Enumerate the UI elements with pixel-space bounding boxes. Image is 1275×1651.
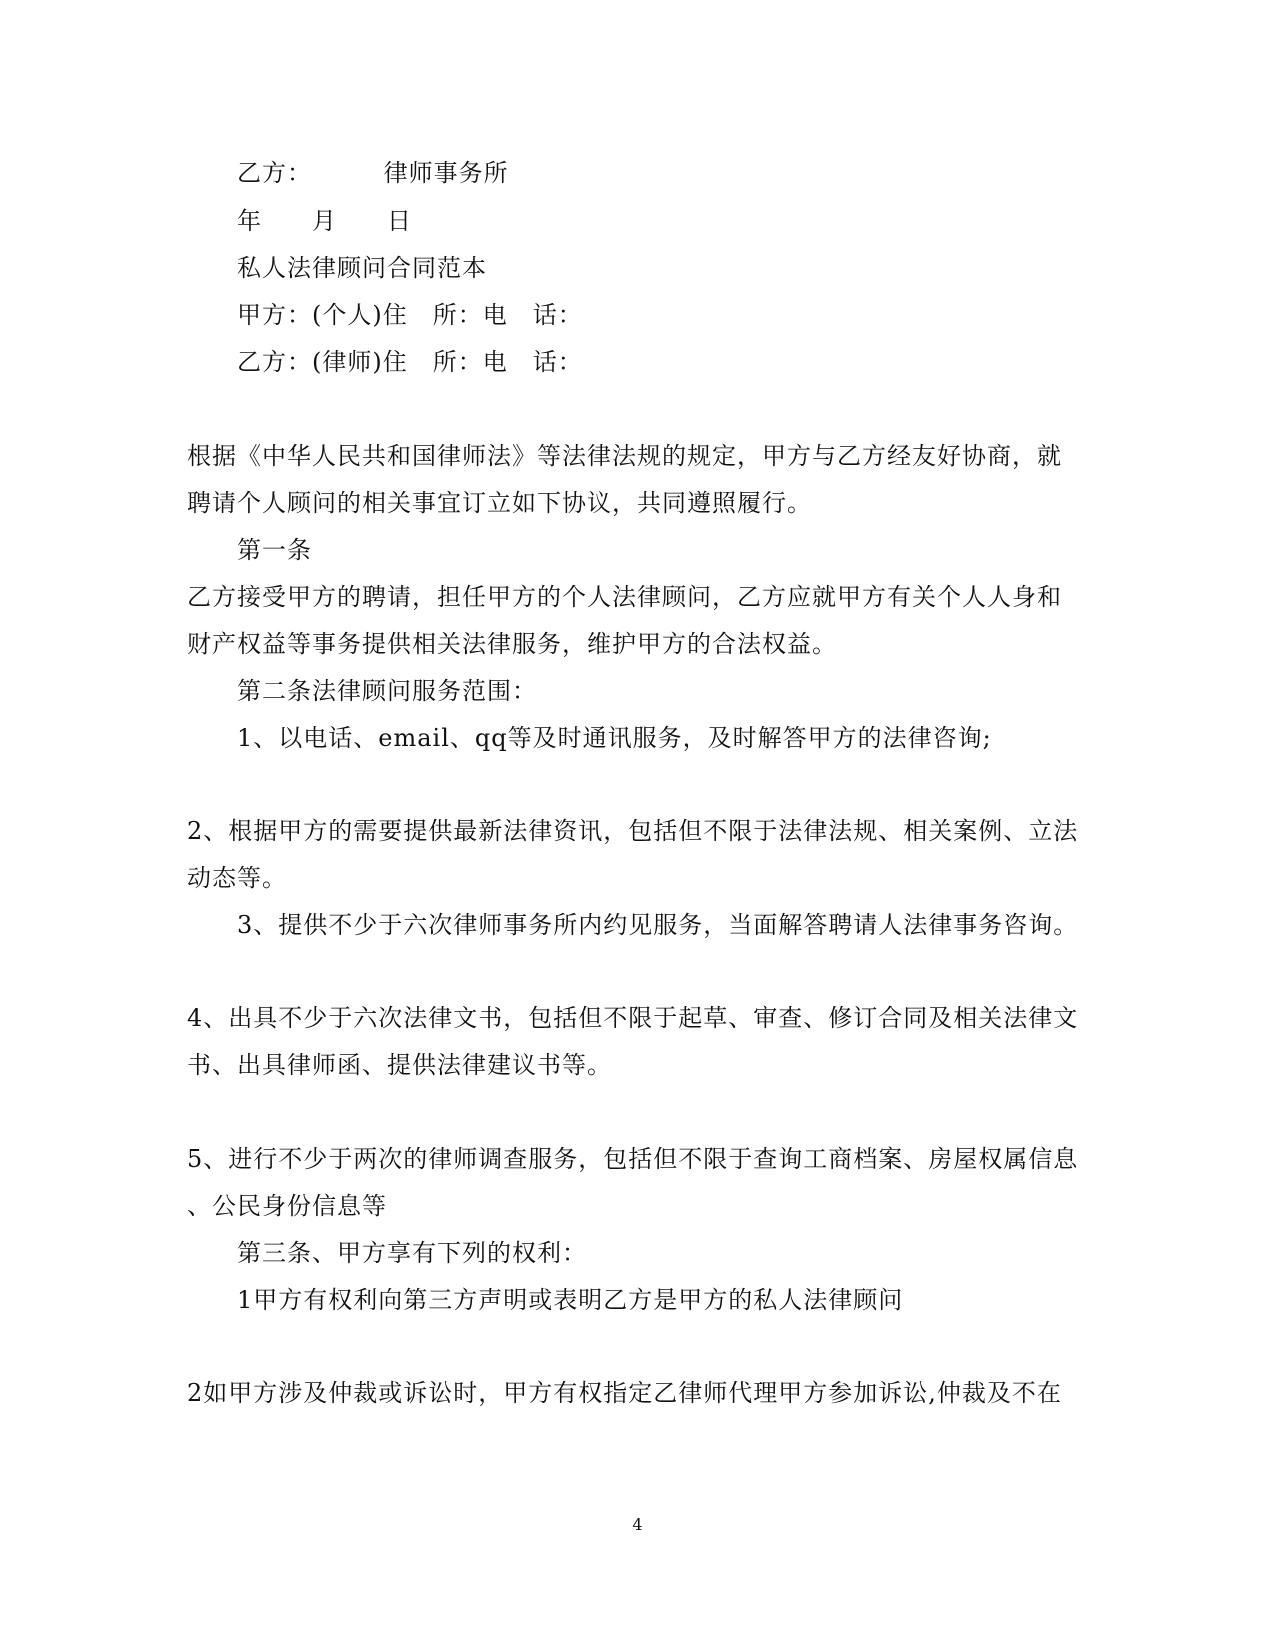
article-2-heading: 第二条法律顾问服务范围： [237,677,537,705]
page-number: 4 [632,1515,643,1534]
service-item-2-line-1: 2、根据甲方的需要提供最新法律资讯，包括但不限于法律法规、相关案例、立法 [187,817,1079,845]
party-b-law-firm-line: 乙方： 律师事务所 [237,159,509,187]
service-item-4-line-1: 4、出具不少于六次法律文书，包括但不限于起草、审查、修订合同及相关法律文 [187,1004,1079,1032]
service-item-2-line-2: 动态等。 [187,864,287,892]
preamble-line-1: 根据《中华人民共和国律师法》等法律法规的规定，甲方与乙方经友好协商，就 [187,442,1062,470]
service-item-5-line-1: 5、进行不少于两次的律师调查服务，包括但不限于查询工商档案、房屋权属信息 [187,1145,1079,1173]
article-3-heading: 第三条、甲方享有下列的权利： [237,1239,587,1267]
right-item-2: 2如甲方涉及仲裁或诉讼时，甲方有权指定乙律师代理甲方参加诉讼,仲裁及不在 [187,1379,1062,1407]
contract-title: 私人法律顾问合同范本 [237,254,487,282]
article-1-text-line-2: 财产权益等事务提供相关法律服务，维护甲方的合法权益。 [187,630,837,658]
party-a-info-line: 甲方：(个人)住 所：电 话： [237,301,583,329]
party-b-info-line: 乙方：(律师)住 所：电 话： [237,348,583,376]
date-line: 年 月 日 [237,207,412,235]
service-item-5-line-2: 、公民身份信息等 [187,1192,387,1220]
article-1-heading: 第一条 [237,536,312,564]
preamble-line-2: 聘请个人顾问的相关事宜订立如下协议，共同遵照履行。 [187,489,812,517]
service-item-3: 3、提供不少于六次律师事务所内约见服务，当面解答聘请人法律事务咨询。 [237,911,1079,939]
service-item-1: 1、以电话、email、qq等及时通讯服务，及时解答甲方的法律咨询; [237,724,992,752]
article-1-text-line-1: 乙方接受甲方的聘请，担任甲方的个人法律顾问，乙方应就甲方有关个人人身和 [187,583,1062,611]
right-item-1: 1甲方有权利向第三方声明或表明乙方是甲方的私人法律顾问 [237,1286,904,1314]
service-item-4-line-2: 书、出具律师函、提供法律建议书等。 [187,1051,612,1079]
